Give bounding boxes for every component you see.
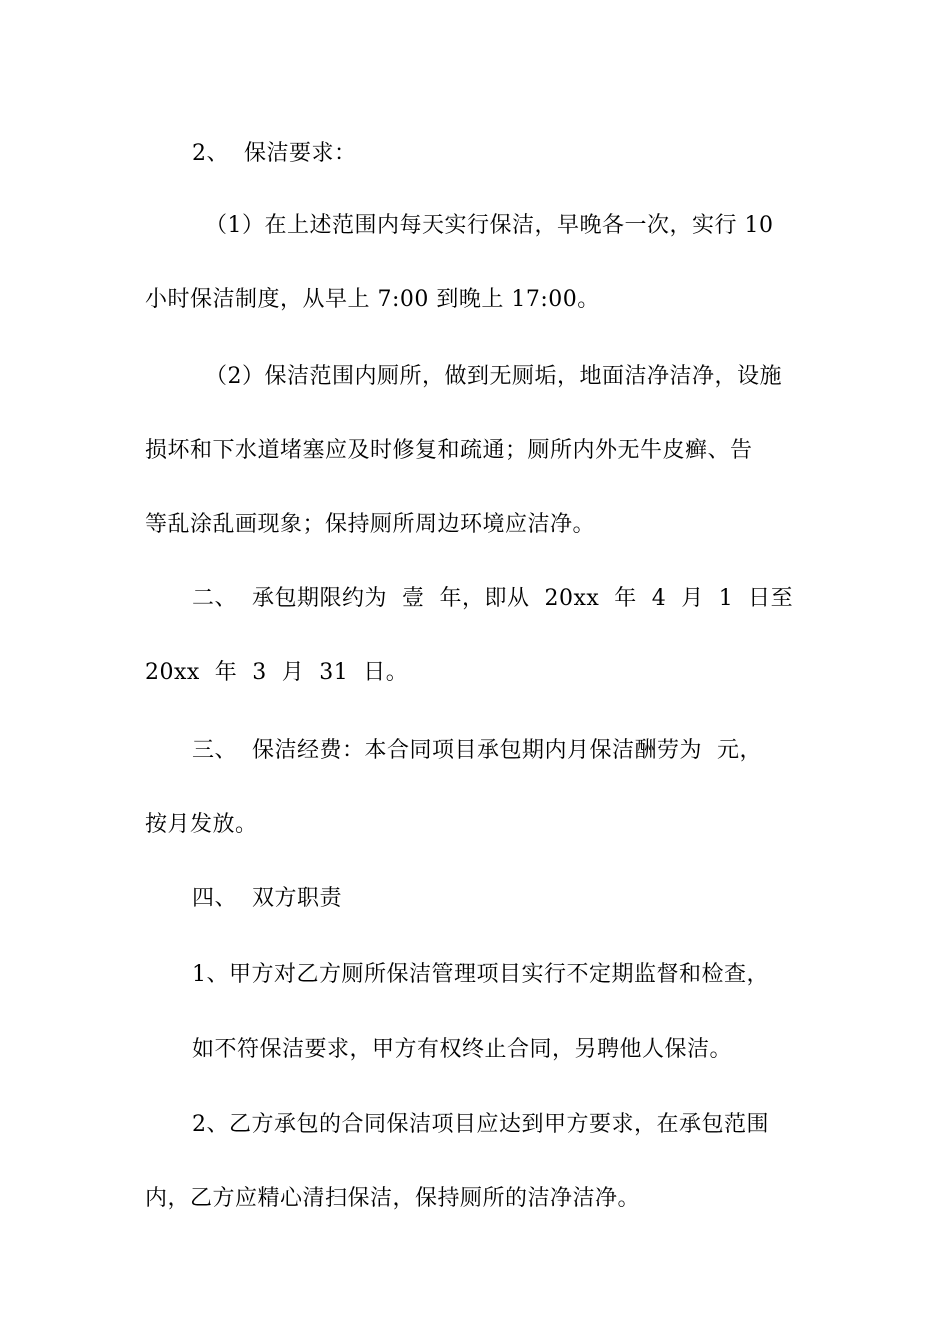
paragraph-line: 按月发放。 <box>145 812 258 837</box>
paragraph-line: （2）保洁范围内厕所，做到无厕垢，地面洁净洁净，设施 <box>205 364 782 389</box>
section-heading-cleaning-requirements: 2、 保洁要求： <box>192 141 357 166</box>
paragraph-line: 损坏和下水道堵塞应及时修复和疏通；厕所内外无牛皮癣、告 <box>145 438 753 463</box>
paragraph-line: 1、甲方对乙方厕所保洁管理项目实行不定期监督和检查， <box>192 962 769 987</box>
paragraph-line: 内，乙方应精心清扫保洁，保持厕所的洁净洁净。 <box>145 1186 641 1211</box>
section-heading-cleaning-fee: 三、 保洁经费：本合同项目承包期内月保洁酬劳为 元， <box>192 738 762 763</box>
paragraph-line: 2、乙方承包的合同保洁项目应达到甲方要求，在承包范围 <box>192 1112 769 1137</box>
paragraph-line: 小时保洁制度，从早上 7:00 到晚上 17:00。 <box>145 287 600 312</box>
paragraph-line: 如不符保洁要求，甲方有权终止合同，另聘他人保洁。 <box>192 1037 733 1062</box>
paragraph-line: 等乱涂乱画现象；保持厕所周边环境应洁净。 <box>145 512 596 537</box>
section-heading-contract-term: 二、 承包期限约为 壹 年，即从 20xx 年 4 月 1 日至 <box>192 586 794 611</box>
paragraph-line: （1）在上述范围内每天实行保洁，早晚各一次，实行 10 <box>205 213 774 238</box>
paragraph-line: 20xx 年 3 月 31 日。 <box>145 660 409 685</box>
section-heading-responsibilities: 四、 双方职责 <box>192 886 342 911</box>
